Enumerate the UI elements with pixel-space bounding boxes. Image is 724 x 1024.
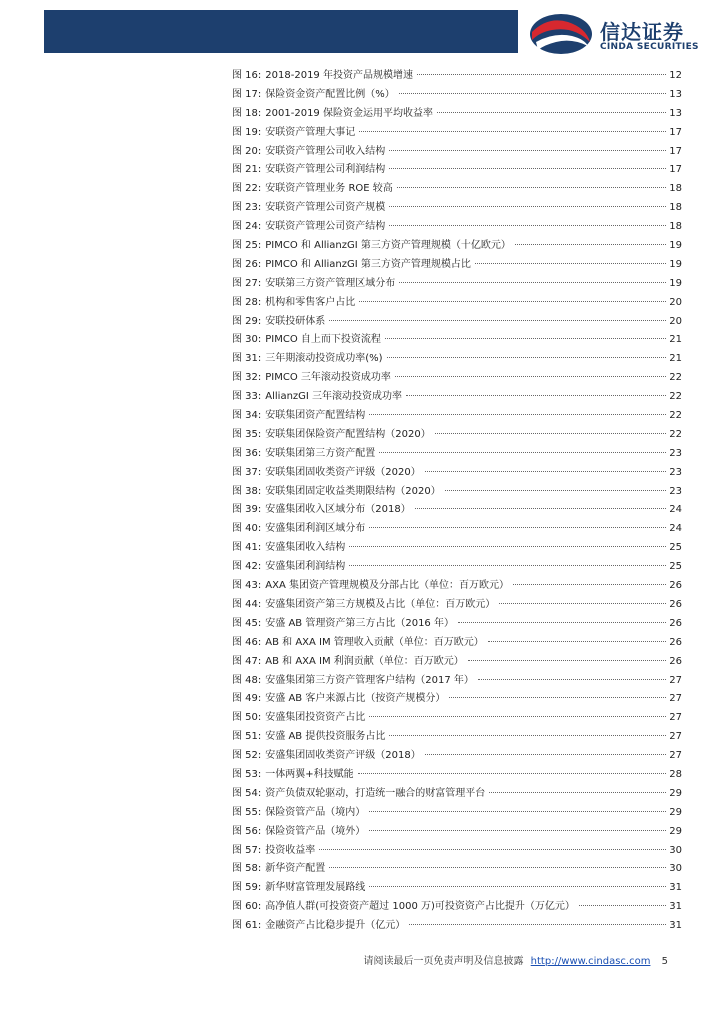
toc-entry-page-number: 21 — [669, 353, 682, 365]
toc-entry-label: 图 57: — [232, 844, 262, 856]
toc-dot-leader — [425, 754, 666, 755]
toc-entry-title: 2018-2019 年投资产品规模增速 — [265, 70, 413, 81]
toc-entry[interactable] — [232, 369, 682, 388]
toc-dot-leader — [425, 471, 666, 472]
toc-entry-title: 安联资产管理公司资产结构 — [265, 221, 386, 233]
toc-entry-title: 金融资产占比稳步提升（亿元） — [265, 920, 406, 932]
toc-entry-page-number: 31 — [669, 882, 682, 894]
toc-entry-page-number: 17 — [669, 164, 682, 176]
toc-entry-label: 图 47: — [232, 655, 262, 667]
toc-entry-title: 安联投研体系 — [265, 315, 326, 327]
toc-entry-page-number: 27 — [669, 750, 682, 762]
toc-entry-page-number: 20 — [669, 315, 682, 327]
toc-entry-label: 图 27: — [232, 277, 262, 289]
toc-dot-leader — [409, 924, 666, 925]
toc-entry-title: AB 和 AXA IM 管理收入贡献（单位：百万欧元） — [265, 636, 484, 648]
toc-entry-page-number: 22 — [669, 391, 682, 403]
toc-entry-title: PIMCO 和 AllianzGI 第三方资产管理规模（十亿欧元） — [265, 240, 511, 252]
toc-entry-page-number: 29 — [669, 806, 682, 818]
toc-entry-label: 图 26: — [232, 258, 262, 270]
toc-entry-page-number: 31 — [669, 901, 682, 913]
toc-entry-page-number: 26 — [669, 655, 682, 667]
toc-entry-title: 保险资金资产配置比例（%） — [265, 88, 395, 100]
toc-entry-page-number: 17 — [669, 145, 682, 157]
toc-dot-leader — [395, 376, 666, 377]
toc-dot-leader — [478, 679, 666, 680]
toc-entry[interactable] — [232, 728, 682, 747]
toc-entry[interactable] — [232, 161, 682, 180]
toc-dot-leader — [369, 414, 666, 415]
toc-entry-page-number: 29 — [669, 787, 682, 799]
toc-dot-leader — [319, 849, 666, 850]
toc-dot-leader — [399, 282, 666, 283]
toc-entry-label: 图 30: — [232, 334, 262, 346]
toc-entry[interactable] — [232, 860, 682, 879]
toc-entry-page-number: 23 — [669, 485, 682, 497]
toc-entry-title: 安盛集团固收类资产评级（2018） — [265, 750, 421, 762]
toc-entry[interactable] — [232, 709, 682, 728]
toc-entry[interactable] — [232, 445, 682, 464]
toc-entry[interactable] — [232, 426, 682, 445]
toc-dot-leader — [329, 867, 666, 868]
toc-dot-leader — [417, 74, 666, 75]
toc-entry[interactable] — [232, 747, 682, 766]
toc-entry[interactable] — [232, 520, 682, 539]
toc-entry-label: 图 22: — [232, 183, 262, 195]
toc-entry[interactable] — [232, 388, 682, 407]
toc-entry-page-number: 24 — [669, 504, 682, 516]
toc-entry-page-number: 26 — [669, 580, 682, 592]
toc-entry[interactable] — [232, 294, 682, 313]
toc-entry-title: 安联资产管理公司资产规模 — [265, 202, 386, 214]
toc-entry[interactable] — [232, 67, 682, 86]
toc-dot-leader — [369, 886, 666, 887]
toc-entry[interactable] — [232, 634, 682, 653]
toc-dot-leader — [349, 546, 666, 547]
figure-table-of-contents — [232, 67, 682, 936]
toc-entry-title: 安联集团资产配置结构 — [265, 410, 366, 422]
toc-entry-page-number: 31 — [669, 920, 682, 932]
toc-dot-leader — [468, 660, 666, 661]
toc-entry-title: 安联资产管理公司利润结构 — [265, 164, 386, 176]
toc-entry-title: 安联集团第三方资产配置 — [265, 447, 376, 459]
toc-entry[interactable] — [232, 690, 682, 709]
toc-entry-title: 新华财富管理发展路线 — [265, 882, 366, 894]
toc-entry-title: 安盛集团资产第三方规模及占比（单位：百万欧元） — [265, 598, 496, 610]
toc-entry[interactable] — [232, 558, 682, 577]
toc-entry[interactable] — [232, 653, 682, 672]
toc-entry-title: 保险资管产品（境内） — [265, 806, 366, 818]
toc-entry[interactable] — [232, 917, 682, 936]
toc-dot-leader — [329, 320, 666, 321]
toc-entry-label: 图 18: — [232, 107, 262, 119]
toc-entry-page-number: 12 — [669, 70, 682, 81]
toc-entry[interactable] — [232, 842, 682, 861]
toc-entry-title: 安联资产管理业务 ROE 较高 — [265, 183, 393, 195]
toc-entry-label: 图 49: — [232, 693, 262, 705]
toc-entry-page-number: 22 — [669, 428, 682, 440]
toc-entry[interactable] — [232, 483, 682, 502]
toc-entry-label: 图 29: — [232, 315, 262, 327]
toc-entry-title: 安盛集团收入区域分布（2018） — [265, 504, 411, 516]
toc-entry-page-number: 18 — [669, 202, 682, 214]
toc-entry-title: 2001-2019 保险资金运用平均收益率 — [265, 107, 433, 119]
toc-dot-leader — [397, 187, 666, 188]
cinda-logo — [528, 12, 718, 56]
toc-entry-label: 图 59: — [232, 882, 262, 894]
toc-dot-leader — [359, 301, 666, 302]
toc-entry[interactable] — [232, 199, 682, 218]
toc-entry[interactable] — [232, 350, 682, 369]
toc-entry-label: 图 31: — [232, 353, 262, 365]
toc-entry-label: 图 61: — [232, 920, 262, 932]
toc-entry-page-number: 18 — [669, 183, 682, 195]
page-number: 5 — [661, 956, 668, 967]
toc-entry[interactable] — [232, 464, 682, 483]
toc-entry-label: 图 33: — [232, 391, 262, 403]
toc-entry-title: 一体两翼+科技赋能 — [265, 768, 354, 780]
toc-dot-leader — [415, 508, 666, 509]
toc-dot-leader — [489, 792, 666, 793]
toc-dot-leader — [435, 433, 666, 434]
toc-dot-leader — [349, 565, 666, 566]
toc-entry[interactable] — [232, 256, 682, 275]
toc-entry-label: 图 41: — [232, 542, 262, 554]
toc-dot-leader — [389, 206, 666, 207]
toc-dot-leader — [389, 150, 666, 151]
toc-entry-title: 安联第三方资产管理区域分布 — [265, 277, 396, 289]
toc-entry[interactable] — [232, 86, 682, 105]
toc-entry-page-number: 18 — [669, 221, 682, 233]
toc-entry-page-number: 25 — [669, 561, 682, 573]
toc-dot-leader — [358, 773, 666, 774]
toc-entry-label: 图 60: — [232, 901, 262, 913]
footer-disclaimer: 请阅读最后一页免责声明及信息披露 — [363, 956, 524, 967]
toc-entry-page-number: 27 — [669, 731, 682, 743]
toc-entry-page-number: 19 — [669, 240, 682, 252]
toc-entry-title: 新华资产配置 — [265, 863, 326, 875]
toc-entry-page-number: 26 — [669, 598, 682, 610]
toc-entry-title: 安联资产管理大事记 — [265, 126, 356, 138]
toc-entry-page-number: 26 — [669, 617, 682, 629]
toc-entry[interactable] — [232, 237, 682, 256]
logo-english-text: CINDA SECURITIES — [600, 42, 699, 52]
toc-entry-title: 安盛 AB 客户来源占比（按资产规模分） — [265, 693, 446, 705]
toc-entry[interactable] — [232, 407, 682, 426]
toc-entry-page-number: 27 — [669, 712, 682, 724]
toc-entry-label: 图 39: — [232, 504, 262, 516]
toc-entry-title: 三年期滚动投资成功率(%) — [265, 353, 383, 365]
toc-dot-leader — [369, 527, 666, 528]
toc-entry-label: 图 44: — [232, 598, 262, 610]
toc-entry-label: 图 42: — [232, 561, 262, 573]
cinda-emblem-icon — [528, 12, 594, 56]
toc-dot-leader — [499, 603, 666, 604]
toc-dot-leader — [387, 357, 666, 358]
toc-dot-leader — [437, 112, 666, 113]
toc-entry[interactable] — [232, 124, 682, 143]
toc-entry[interactable] — [232, 331, 682, 350]
toc-entry[interactable] — [232, 105, 682, 124]
toc-entry-title: AB 和 AXA IM 利润贡献（单位：百万欧元） — [265, 655, 464, 667]
toc-entry-label: 图 56: — [232, 825, 262, 837]
toc-dot-leader — [369, 830, 666, 831]
toc-entry[interactable] — [232, 879, 682, 898]
toc-entry-title: 安盛集团利润区域分布 — [265, 523, 366, 535]
toc-entry[interactable] — [232, 218, 682, 237]
toc-entry-title: AXA 集团资产管理规模及分部占比（单位：百万欧元） — [265, 580, 509, 592]
toc-entry-label: 图 20: — [232, 145, 262, 157]
toc-entry-label: 图 40: — [232, 523, 262, 535]
toc-dot-leader — [359, 131, 666, 132]
toc-entry-label: 图 28: — [232, 296, 262, 308]
toc-entry-label: 图 21: — [232, 164, 262, 176]
toc-entry-page-number: 19 — [669, 277, 682, 289]
toc-entry-label: 图 50: — [232, 712, 262, 724]
toc-entry-label: 图 37: — [232, 466, 262, 478]
header-band — [44, 10, 518, 53]
toc-entry-label: 图 43: — [232, 580, 262, 592]
toc-entry[interactable] — [232, 672, 682, 691]
toc-entry-page-number: 24 — [669, 523, 682, 535]
toc-entry-label: 图 46: — [232, 636, 262, 648]
toc-dot-leader — [389, 168, 666, 169]
toc-entry-title: 安盛 AB 管理资产第三方占比（2016 年） — [265, 617, 454, 629]
toc-entry-title: AllianzGI 三年滚动投资成功率 — [265, 391, 403, 403]
toc-entry-title: 安盛集团收入结构 — [265, 542, 346, 554]
toc-dot-leader — [488, 641, 666, 642]
toc-entry-label: 图 35: — [232, 428, 262, 440]
toc-entry-title: 安盛 AB 提供投资服务占比 — [265, 731, 386, 743]
toc-entry-label: 图 38: — [232, 485, 262, 497]
toc-entry-page-number: 29 — [669, 825, 682, 837]
toc-entry-label: 图 34: — [232, 410, 262, 422]
toc-entry-title: 安盛集团投资资产占比 — [265, 712, 366, 724]
toc-dot-leader — [449, 697, 666, 698]
toc-dot-leader — [406, 395, 666, 396]
toc-entry-title: 投资收益率 — [265, 844, 316, 856]
toc-entry-label: 图 19: — [232, 126, 262, 138]
logo-chinese-text: 信达证券 — [600, 20, 684, 44]
toc-entry-page-number: 20 — [669, 296, 682, 308]
toc-dot-leader — [445, 490, 666, 491]
toc-entry-title: 机构和零售客户占比 — [265, 296, 356, 308]
toc-entry-title: 安盛集团利润结构 — [265, 561, 346, 573]
toc-entry-page-number: 13 — [669, 107, 682, 119]
toc-entry-title: 高净值人群(可投资资产超过 1000 万)可投资资产占比提升（万亿元） — [265, 901, 575, 913]
toc-entry[interactable] — [232, 313, 682, 332]
toc-entry-title: PIMCO 自上而下投资流程 — [265, 334, 381, 346]
footer-website-link[interactable]: http://www.cindasc.com — [530, 956, 651, 967]
toc-entry-label: 图 24: — [232, 221, 262, 233]
toc-dot-leader — [389, 225, 666, 226]
toc-entry-label: 图 55: — [232, 806, 262, 818]
toc-entry-title: 资产负债双轮驱动，打造统一融合的财富管理平台 — [265, 787, 486, 799]
toc-entry-page-number: 21 — [669, 334, 682, 346]
toc-dot-leader — [369, 716, 666, 717]
toc-dot-leader — [579, 905, 666, 906]
toc-entry-page-number: 22 — [669, 410, 682, 422]
toc-dot-leader — [369, 811, 666, 812]
toc-dot-leader — [475, 263, 666, 264]
toc-entry-page-number: 26 — [669, 636, 682, 648]
toc-entry-label: 图 54: — [232, 787, 262, 799]
toc-entry-title: PIMCO 三年滚动投资成功率 — [265, 372, 391, 384]
toc-entry[interactable] — [232, 804, 682, 823]
toc-entry-label: 图 45: — [232, 617, 262, 629]
footer — [363, 952, 668, 967]
toc-entry-label: 图 16: — [232, 70, 262, 81]
toc-entry[interactable] — [232, 823, 682, 842]
toc-entry[interactable] — [232, 615, 682, 634]
toc-entry-title: 安盛集团第三方资产管理客户结构（2017 年） — [265, 674, 474, 686]
toc-entry-title: 安联集团固收类资产评级（2020） — [265, 466, 421, 478]
toc-entry-page-number: 27 — [669, 674, 682, 686]
toc-entry-label: 图 51: — [232, 731, 262, 743]
toc-entry-label: 图 25: — [232, 240, 262, 252]
toc-dot-leader — [458, 622, 666, 623]
toc-entry-page-number: 23 — [669, 447, 682, 459]
toc-entry-page-number: 13 — [669, 88, 682, 100]
toc-entry[interactable] — [232, 275, 682, 294]
toc-entry[interactable] — [232, 180, 682, 199]
toc-entry-page-number: 27 — [669, 693, 682, 705]
toc-entry-page-number: 28 — [669, 768, 682, 780]
toc-dot-leader — [379, 452, 666, 453]
toc-entry[interactable] — [232, 766, 682, 785]
toc-entry[interactable] — [232, 785, 682, 804]
toc-entry-page-number: 17 — [669, 126, 682, 138]
toc-entry-page-number: 25 — [669, 542, 682, 554]
toc-entry-label: 图 52: — [232, 750, 262, 762]
toc-entry-page-number: 22 — [669, 372, 682, 384]
toc-entry-page-number: 23 — [669, 466, 682, 478]
toc-entry-page-number: 30 — [669, 844, 682, 856]
toc-entry-title: 保险资管产品（境外） — [265, 825, 366, 837]
toc-entry[interactable] — [232, 596, 682, 615]
toc-entry-label: 图 53: — [232, 768, 262, 780]
toc-dot-leader — [399, 93, 666, 94]
toc-dot-leader — [385, 338, 666, 339]
toc-entry-label: 图 23: — [232, 202, 262, 214]
toc-entry[interactable] — [232, 501, 682, 520]
toc-entry[interactable] — [232, 539, 682, 558]
toc-entry-label: 图 32: — [232, 372, 262, 384]
toc-entry-title: 安联集团固定收益类期限结构（2020） — [265, 485, 441, 497]
toc-entry-label: 图 48: — [232, 674, 262, 686]
toc-dot-leader — [515, 244, 666, 245]
toc-entry[interactable] — [232, 143, 682, 162]
toc-entry-title: 安联集团保险资产配置结构（2020） — [265, 428, 431, 440]
toc-entry[interactable] — [232, 898, 682, 917]
toc-entry-label: 图 17: — [232, 88, 262, 100]
toc-dot-leader — [513, 584, 666, 585]
toc-entry-label: 图 36: — [232, 447, 262, 459]
toc-entry[interactable] — [232, 577, 682, 596]
toc-entry-title: PIMCO 和 AllianzGI 第三方资产管理规模占比 — [265, 258, 471, 270]
toc-dot-leader — [389, 735, 666, 736]
toc-entry-page-number: 30 — [669, 863, 682, 875]
toc-entry-page-number: 19 — [669, 258, 682, 270]
toc-entry-label: 图 58: — [232, 863, 262, 875]
toc-entry-title: 安联资产管理公司收入结构 — [265, 145, 386, 157]
